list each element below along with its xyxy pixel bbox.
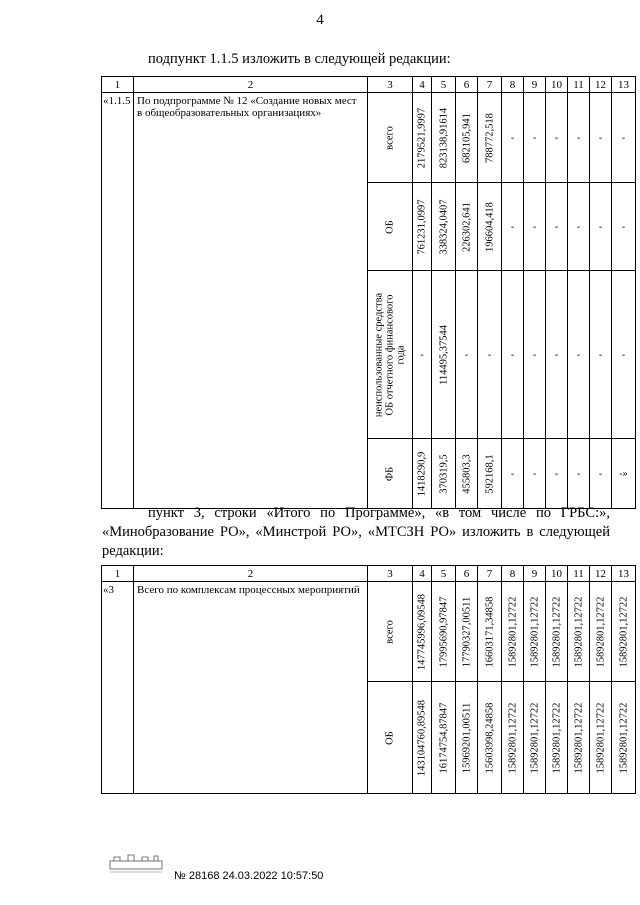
value-cell — [612, 183, 636, 271]
value-cell — [456, 582, 478, 682]
value: 15892801,12722 — [573, 596, 584, 667]
header-cell: 1 — [102, 566, 134, 582]
value-cell — [478, 183, 502, 271]
value: 15892801,12722 — [551, 702, 562, 773]
value-cell — [478, 582, 502, 682]
value-cell — [590, 439, 612, 509]
value-cell — [413, 439, 432, 509]
value-cell — [524, 183, 546, 271]
header-cell: 11 — [568, 77, 590, 93]
value-cell — [612, 582, 636, 682]
value-cell — [432, 582, 456, 682]
value: - — [532, 132, 537, 143]
value-cell — [432, 439, 456, 509]
value-cell — [432, 183, 456, 271]
value-cell — [413, 682, 432, 794]
value: - — [554, 132, 559, 143]
value: - — [532, 349, 537, 360]
value: 114495,37544 — [438, 324, 449, 385]
table-header-row — [102, 566, 636, 582]
value: -» — [619, 468, 628, 479]
value: - — [510, 468, 515, 479]
value-cell — [568, 93, 590, 183]
header-cell: 12 — [590, 566, 612, 582]
value-cell — [546, 439, 568, 509]
value: 15603998,24858 — [484, 702, 495, 773]
value: 15892801,12722 — [573, 702, 584, 773]
table-row — [102, 93, 636, 183]
header-cell: 7 — [478, 566, 502, 582]
header-cell: 13 — [612, 77, 636, 93]
value: - — [598, 221, 603, 232]
value: 592168,1 — [484, 453, 495, 494]
value: 15892801,12722 — [507, 596, 518, 667]
value: 370319,5 — [438, 453, 449, 494]
value: - — [554, 349, 559, 360]
value: 15892801,12722 — [529, 596, 540, 667]
value-cell — [413, 271, 432, 439]
value-cell — [568, 271, 590, 439]
value-cell — [546, 271, 568, 439]
header-cell: 13 — [612, 566, 636, 582]
source-label: ОБ — [384, 730, 396, 745]
value: - — [576, 349, 581, 360]
value-cell — [590, 271, 612, 439]
value: - — [576, 221, 581, 232]
row-number: «3 — [102, 582, 134, 794]
value: 15969201,00511 — [461, 702, 472, 773]
header-cell: 4 — [413, 566, 432, 582]
value: - — [554, 221, 559, 232]
value-cell — [590, 682, 612, 794]
value: - — [621, 349, 626, 360]
source-label-line: неиспользованные средства — [373, 292, 385, 417]
table-row — [102, 582, 636, 682]
value-cell — [432, 271, 456, 439]
value-cell — [546, 183, 568, 271]
value: 226302,641 — [461, 201, 472, 252]
value-cell — [524, 682, 546, 794]
value-cell — [502, 582, 524, 682]
value: 15892801,12722 — [618, 596, 629, 667]
value-cell — [612, 682, 636, 794]
value: 16174754,87847 — [438, 702, 449, 773]
table-subprogram — [101, 76, 636, 509]
value: - — [576, 468, 581, 479]
value: - — [621, 221, 626, 232]
value-cell — [456, 93, 478, 183]
value-cell — [502, 682, 524, 794]
value: 15892801,12722 — [595, 596, 606, 667]
value: - — [510, 349, 515, 360]
header-cell: 2 — [134, 566, 368, 582]
value: 15892801,12722 — [551, 596, 562, 667]
value: - — [554, 468, 559, 479]
value-cell — [612, 439, 636, 509]
value: 761231,0997 — [416, 198, 428, 255]
value-cell — [478, 271, 502, 439]
value: 823138,91614 — [438, 107, 449, 168]
value-cell — [502, 271, 524, 439]
header-cell: 8 — [502, 77, 524, 93]
document-footer: № 28168 24.03.2022 10:57:50 — [174, 870, 324, 882]
source-label: всего — [384, 125, 396, 150]
value-cell — [568, 582, 590, 682]
value-cell — [413, 582, 432, 682]
value: - — [576, 132, 581, 143]
source-label — [374, 292, 407, 416]
value-cell — [456, 439, 478, 509]
value-cell — [590, 582, 612, 682]
source-label-cell — [368, 271, 413, 439]
row-name: По подпрограмме № 12 «Создание новых мест в общеобразовательных организациях» — [134, 93, 368, 509]
value: - — [510, 132, 515, 143]
header-cell: 1 — [102, 77, 134, 93]
header-cell: 5 — [432, 77, 456, 93]
value: 147745996,09548 — [416, 593, 428, 670]
value-cell — [456, 271, 478, 439]
source-label-cell — [368, 682, 413, 794]
source-label-cell — [368, 183, 413, 271]
row-number: «1.1.5 — [102, 93, 134, 509]
header-cell: 7 — [478, 77, 502, 93]
value: - — [598, 349, 603, 360]
table-process-complexes — [101, 565, 636, 794]
value-cell — [502, 183, 524, 271]
header-cell: 11 — [568, 566, 590, 582]
value-cell — [478, 439, 502, 509]
value: 196604,418 — [484, 201, 495, 252]
value-cell — [568, 439, 590, 509]
value-cell — [413, 183, 432, 271]
source-label: ОБ — [384, 219, 396, 234]
header-cell: 10 — [546, 566, 568, 582]
value: - — [598, 468, 603, 479]
value-cell — [456, 183, 478, 271]
value-cell — [590, 93, 612, 183]
header-cell: 3 — [368, 77, 413, 93]
value: 15892801,12722 — [507, 702, 518, 773]
header-cell: 3 — [368, 566, 413, 582]
value-cell — [568, 682, 590, 794]
value: 15892801,12722 — [595, 702, 606, 773]
value-cell — [456, 682, 478, 794]
header-cell: 2 — [134, 77, 368, 93]
value-cell — [524, 439, 546, 509]
value: 2179521,9997 — [416, 107, 428, 168]
value: 17995690,97847 — [438, 596, 449, 667]
value: - — [532, 221, 537, 232]
header-cell: 9 — [524, 566, 546, 582]
header-cell: 10 — [546, 77, 568, 93]
value-cell — [590, 183, 612, 271]
page-number: 4 — [316, 12, 324, 28]
header-cell: 8 — [502, 566, 524, 582]
value: 682105,941 — [461, 112, 472, 163]
value-cell — [524, 271, 546, 439]
value-cell — [612, 93, 636, 183]
value-cell — [524, 93, 546, 183]
header-cell: 9 — [524, 77, 546, 93]
value-cell — [502, 93, 524, 183]
source-label-cell — [368, 93, 413, 183]
header-cell: 6 — [456, 566, 478, 582]
header-cell: 12 — [590, 77, 612, 93]
value: - — [621, 132, 626, 143]
header-cell: 6 — [456, 77, 478, 93]
value: 143104760,89548 — [416, 699, 428, 776]
source-label: всего — [384, 619, 396, 644]
value: - — [510, 221, 515, 232]
value: 16603171,34858 — [484, 596, 495, 667]
value: 17790327,00511 — [461, 596, 472, 667]
paragraph-subpoint: подпункт 1.1.5 изложить в следующей редакции: — [148, 51, 451, 67]
value-cell — [612, 271, 636, 439]
value-cell — [413, 93, 432, 183]
value: 788772,518 — [484, 112, 495, 163]
value: - — [598, 132, 603, 143]
row-name: Всего по комплексам процессных мероприятий — [134, 582, 368, 794]
source-label-cell — [368, 582, 413, 682]
value-cell — [546, 582, 568, 682]
value: - — [464, 349, 469, 360]
source-label-cell — [368, 439, 413, 509]
value: 15892801,12722 — [529, 702, 540, 773]
table-header-row — [102, 77, 636, 93]
value: 455803,3 — [461, 453, 472, 494]
value-cell — [568, 183, 590, 271]
value: 1418290,9 — [416, 451, 428, 496]
value-cell — [478, 93, 502, 183]
source-label-line: ОБ отчетного финансового — [384, 294, 396, 415]
value-cell — [546, 682, 568, 794]
value: 338324,0407 — [438, 198, 449, 255]
document-stamp-icon — [108, 853, 168, 875]
value-cell — [546, 93, 568, 183]
source-label-line: года — [395, 345, 407, 364]
source-label: ФБ — [384, 466, 396, 481]
value-cell — [524, 582, 546, 682]
paragraph-point3: пункт 3, строки «Итого по Программе», «в том числе по ГРБС:», «Минобразование РО», «Минстрой РО», «МТСЗН РО» изложить в следующей редакции: — [102, 505, 610, 559]
value: 15892801,12722 — [618, 702, 629, 773]
value-cell — [432, 682, 456, 794]
value: - — [420, 349, 424, 360]
value-cell — [432, 93, 456, 183]
value: - — [487, 349, 492, 360]
value: - — [532, 468, 537, 479]
value-cell — [502, 439, 524, 509]
header-cell: 5 — [432, 566, 456, 582]
header-cell: 4 — [413, 77, 432, 93]
value-cell — [478, 682, 502, 794]
